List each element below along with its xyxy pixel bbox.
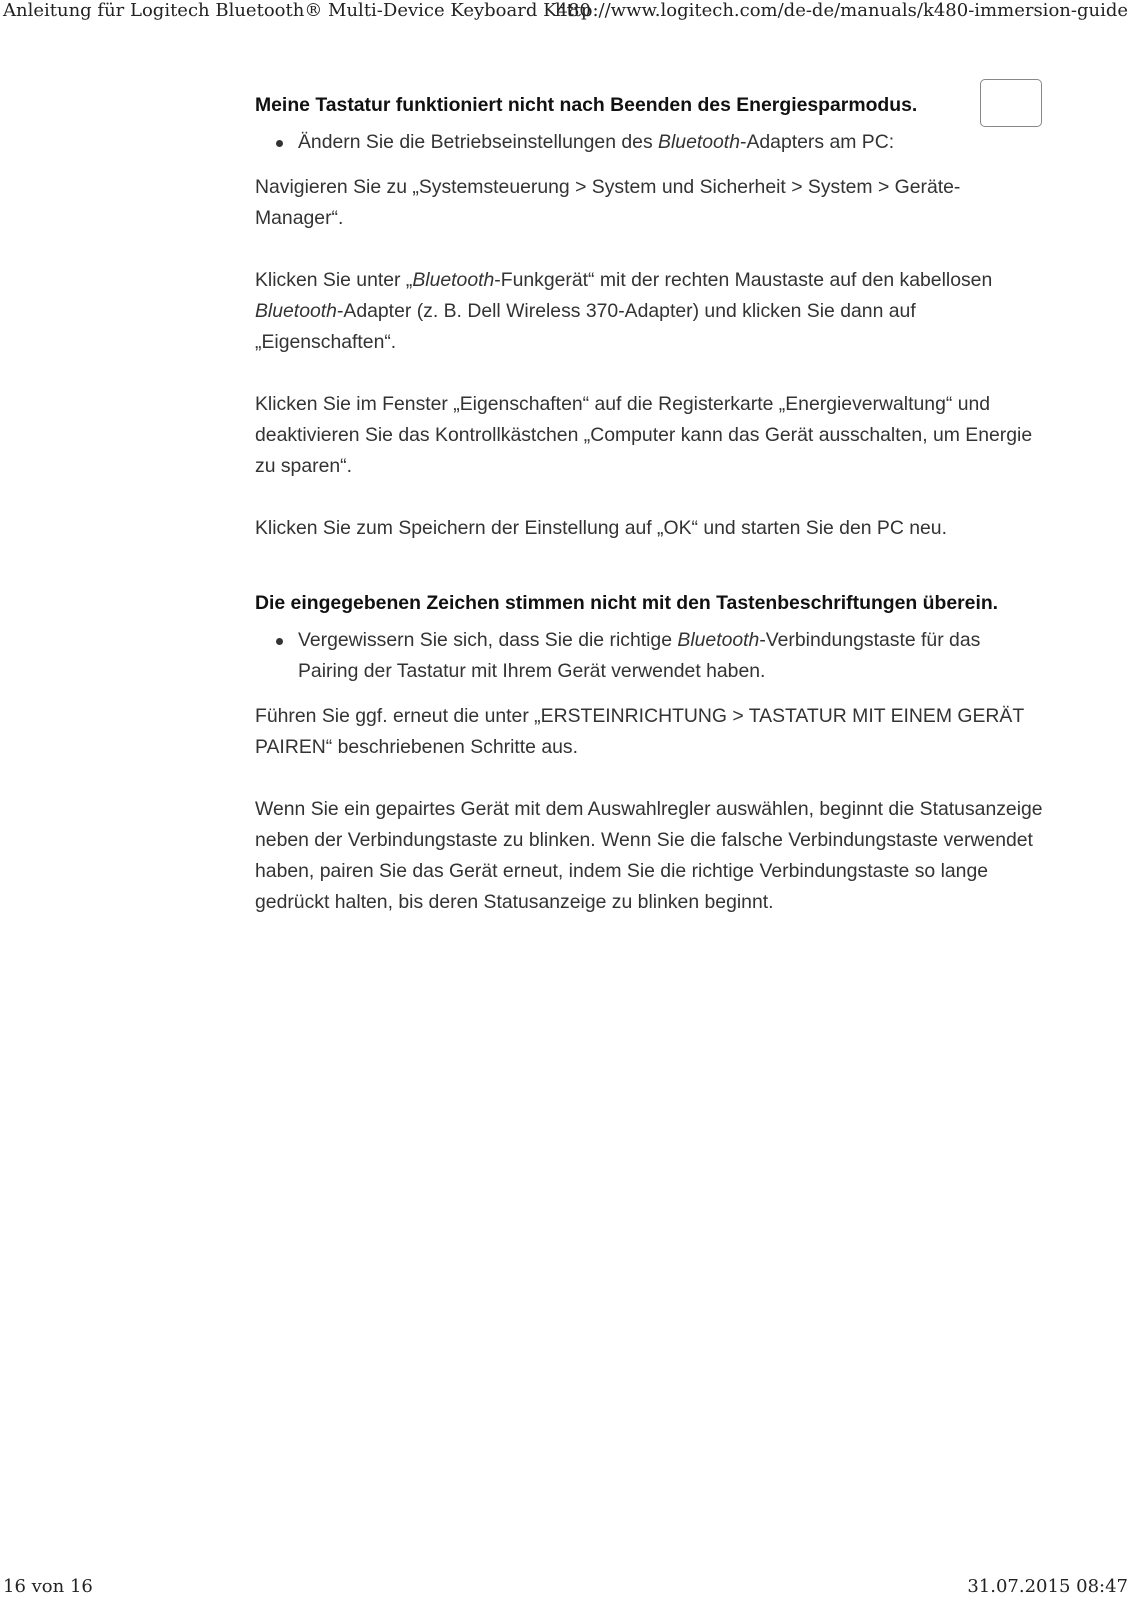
paragraph: Führen Sie ggf. erneut die unter „ERSTEINRICHTUNG > TASTATUR MIT EINEM GERÄT PAIREN“ beschriebenen Schritte aus. <box>255 705 1024 758</box>
manual-content <box>255 90 1045 949</box>
paragraph: Klicken Sie unter „Bluetooth-Funkgerät“ mit der rechten Maustaste auf den kabellosen Bluetooth-Adapter (z. B. Dell Wireless 370-Adapter) und klicken Sie dann auf „Eigenschaften“. <box>255 269 993 353</box>
section-title-characters: Die eingegebenen Zeichen stimmen nicht mit den Tastenbeschriftungen überein. <box>255 592 999 614</box>
bullet-list <box>255 625 1045 687</box>
paragraph: Navigieren Sie zu „Systemsteuerung > System und Sicherheit > System > Geräte-Manager“. <box>255 176 961 229</box>
list-item: Vergewissern Sie sich, dass Sie die richtige Bluetooth-Verbindungstaste für das Pairing der Tastatur mit Ihrem Gerät verwendet haben. <box>298 625 1045 687</box>
bullet-list <box>255 127 1045 158</box>
section-title-energy: Meine Tastatur funktioniert nicht nach Beenden des Energiesparmodus. <box>255 94 918 116</box>
print-header <box>0 0 1131 24</box>
document-title: Anleitung für Logitech Bluetooth® Multi-Device Keyboard K480 <box>3 0 591 21</box>
list-item: Ändern Sie die Betriebseinstellungen des Bluetooth-Adapters am PC: <box>298 127 1045 158</box>
paragraph: Wenn Sie ein gepairtes Gerät mit dem Auswahlregler auswählen, beginnt die Statusanzeige neben der Verbindungstaste zu blinken. Wenn Sie die falsche Verbindungstaste verwendet haben, pairen Sie das Gerät erneut, indem Sie die richtige Verbindungstaste so lange gedrückt halten, bis deren Statusanzeige zu blinken beginnt. <box>255 798 1043 913</box>
print-footer <box>0 1576 1131 1600</box>
paragraph: Klicken Sie zum Speichern der Einstellung auf „OK“ und starten Sie den PC neu. <box>255 517 947 539</box>
page-url: http://www.logitech.com/de-de/manuals/k480-immersion-guide <box>554 0 1128 21</box>
print-datetime: 31.07.2015 08:47 <box>967 1576 1128 1597</box>
page-number: 16 von 16 <box>3 1576 93 1597</box>
paragraph: Klicken Sie im Fenster „Eigenschaften“ auf die Registerkarte „Energieverwaltung“ und deaktivieren Sie das Kontrollkästchen „Computer kann das Gerät ausschalten, um Energie zu sparen“. <box>255 393 1033 477</box>
